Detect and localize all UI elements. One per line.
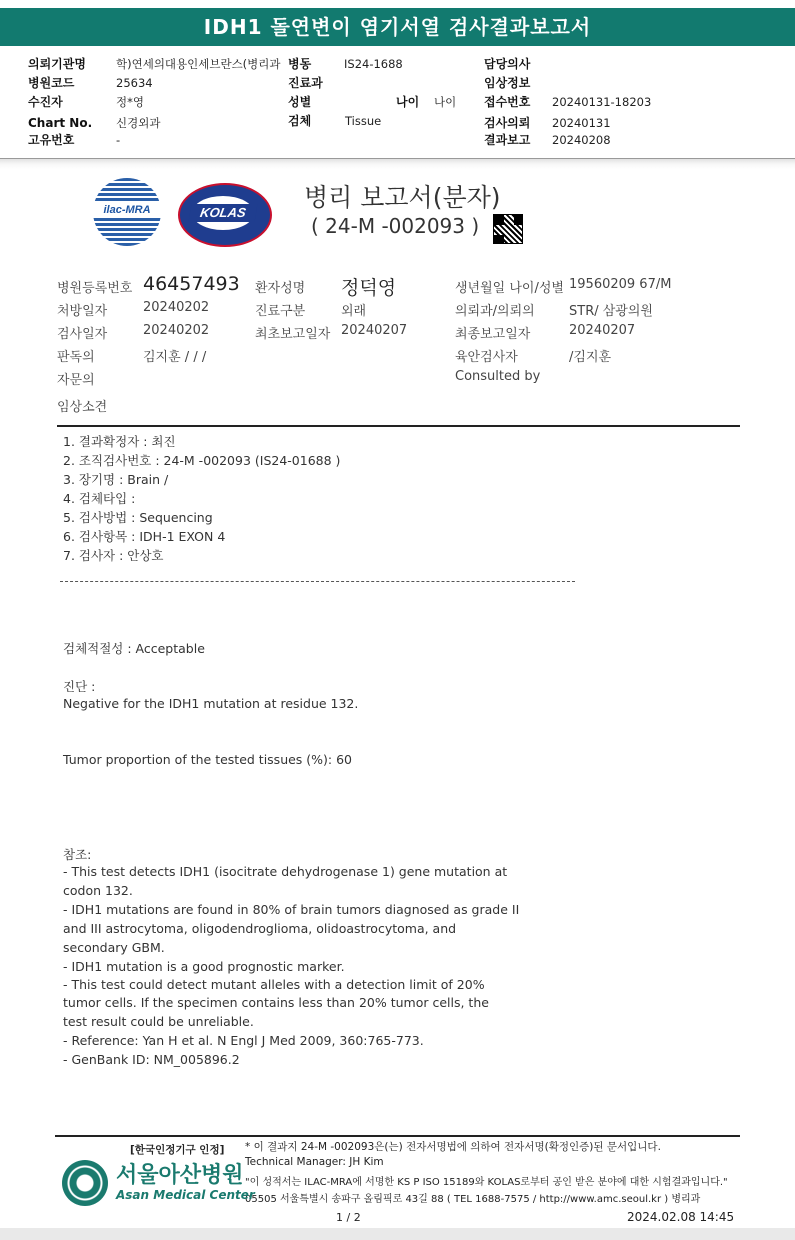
screener-label: 육안검사자: [455, 350, 518, 365]
rx-date-label: 처방일자: [57, 304, 108, 319]
section-divider: [57, 425, 740, 427]
reference-line: - This test could detect mutant alleles with a detection limit of 20%: [63, 977, 485, 992]
chart-no-label: Chart No.: [28, 116, 93, 130]
page-bottom-bar: [0, 1228, 795, 1240]
header-shadow: [0, 159, 795, 169]
dashed-divider: [60, 581, 575, 582]
diagnosis-label: 진단 :: [63, 679, 96, 694]
specimen-adequacy: 검체적절성 : Acceptable: [63, 641, 205, 656]
first-report-label: 최초보고일자: [255, 327, 331, 342]
age-label: 나이: [396, 95, 420, 109]
hospital-name-en: Asan Medical Center: [116, 1188, 255, 1202]
exam-date-label: 검사일자: [57, 327, 108, 342]
footer-accreditation-note: "이 성적서는 ILAC-MRA에 서명한 KS P ISO 15189와 KOLAS로부터 공인 받은 분야에 대한 시험결과입니다.": [245, 1177, 728, 1188]
doctor-label: 담당의사: [484, 57, 531, 71]
footer-esign-note: * 이 결과지 24-M -002093은(는) 전자서명법에 의하여 전자서명(확정인증)된 문서입니다.: [245, 1141, 661, 1153]
hospital-code-value: 25634: [116, 76, 153, 90]
reference-line: secondary GBM.: [63, 940, 165, 955]
ref-dept-label: 의뢰과/의뢰의: [455, 304, 535, 319]
age-value: 나이: [434, 95, 457, 109]
ward-label: 병동: [288, 57, 312, 71]
qr-code-icon: [493, 214, 523, 244]
reference-line: - IDH1 mutation is a good prognostic marker.: [63, 959, 345, 974]
list-item: 3. 장기명 : Brain /: [63, 472, 169, 487]
request-date-label: 검사의뢰: [484, 116, 531, 130]
cert-label: [한국인정기구 인정]: [130, 1144, 225, 1156]
list-item: 7. 검사자 : 안상호: [63, 548, 164, 563]
list-item: 1. 결과확정자 : 최진: [63, 434, 176, 449]
institution-label: 의뢰기관명: [28, 57, 86, 71]
final-report-label: 최종보고일자: [455, 327, 531, 342]
patient-name-label: 환자성명: [255, 281, 306, 296]
sex-label: 성별: [288, 95, 312, 109]
ref-dept-value: STR/ 삼광의원: [569, 304, 653, 319]
amc-emblem-icon: [62, 1160, 108, 1206]
page-indicator: 1 / 2: [336, 1211, 361, 1224]
birth-label: 생년월일 나이/성별: [455, 281, 564, 296]
footer-divider: [55, 1135, 740, 1137]
final-report-value: 20240207: [569, 323, 636, 338]
unique-no-label: 고유번호: [28, 133, 75, 147]
institution-value: 학)연세의대용인세브란스(병리과: [116, 57, 281, 71]
tumor-proportion: Tumor proportion of the tested tissues (%): 60: [63, 752, 353, 767]
consultant-label: 자문의: [57, 373, 95, 388]
reference-line: test result could be unreliable.: [63, 1014, 254, 1029]
reference-line: and III astrocytoma, oligodendroglioma, olidoastrocytoma, and: [63, 921, 457, 936]
care-type-value: 외래: [341, 304, 367, 319]
reg-no-value: 46457493: [143, 273, 240, 295]
list-item: 2. 조직검사번호 : 24-M -002093 (IS24-01688 ): [63, 453, 341, 468]
receipt-no-value: 20240131-18203: [552, 95, 652, 109]
pathologist-label: 판독의: [57, 350, 95, 365]
list-item: 4. 검체타입 :: [63, 491, 136, 506]
list-item: 6. 검사항목 : IDH-1 EXON 4: [63, 529, 226, 544]
report-title: IDH1 돌연변이 염기서열 검사결과보고서: [203, 15, 592, 39]
kolas-logo-text: KOLAS: [188, 204, 257, 222]
reference-line: tumor cells. If the specimen contains less than 20% tumor cells, the: [63, 995, 489, 1010]
request-date-value: 20240131: [552, 116, 611, 130]
reference-line: - This test detects IDH1 (isocitrate dehydrogenase 1) gene mutation at: [63, 864, 508, 879]
hospital-name-ko: 서울아산병원: [116, 1163, 244, 1188]
receipt-no-label: 접수번호: [484, 95, 531, 109]
reference-label: 참조:: [63, 847, 92, 862]
result-report-label: 결과보고: [484, 133, 531, 147]
chart-no-value: 신경외과: [116, 116, 161, 130]
ilac-mra-logo-text: ilac-MRA: [93, 202, 161, 218]
reference-line: - GenBank ID: NM_005896.2: [63, 1052, 240, 1067]
specimen-value: Tissue: [345, 114, 382, 128]
diagnosis-text: Negative for the IDH1 mutation at residue 132.: [63, 696, 359, 711]
examinee-value: 정*영: [116, 95, 144, 109]
footer-technical-manager: Technical Manager: JH Kim: [245, 1156, 384, 1168]
examinee-label: 수진자: [28, 95, 63, 109]
reference-line: codon 132.: [63, 883, 133, 898]
footer-address: 05505 서울특별시 송파구 올림픽로 43길 88 ( TEL 1688-7575 / http://www.amc.seoul.kr ) 병리과: [245, 1194, 701, 1205]
dept-label: 진료과: [288, 76, 323, 90]
hospital-code-label: 병원코드: [28, 76, 75, 90]
reference-line: - Reference: Yan H et al. N Engl J Med 2009, 360:765-773.: [63, 1033, 424, 1048]
birth-value: 19560209 67/M: [569, 277, 672, 292]
reg-no-label: 병원등록번호: [57, 281, 133, 296]
pathology-report-number: ( 24-M -002093 ): [311, 214, 480, 238]
result-report-value: 20240208: [552, 133, 611, 147]
unique-no-value: -: [116, 133, 121, 147]
clinical-info-label: 임상정보: [484, 76, 531, 90]
print-timestamp: 2024.02.08 14:45: [627, 1210, 735, 1224]
exam-date-value: 20240202: [143, 323, 210, 338]
pathology-report-title: 병리 보고서(분자): [304, 183, 501, 212]
list-item: 5. 검사방법 : Sequencing: [63, 510, 213, 525]
screener-value: /김지훈: [569, 350, 612, 365]
ward-value: IS24-1688: [344, 57, 403, 71]
patient-name-value: 정덕영: [341, 277, 397, 299]
rx-date-value: 20240202: [143, 300, 210, 315]
clinical-opinion-label: 임상소견: [57, 400, 108, 415]
first-report-value: 20240207: [341, 323, 408, 338]
pathologist-value: 김지훈 / / /: [143, 350, 207, 365]
specimen-label: 검체: [288, 114, 312, 128]
care-type-label: 진료구분: [255, 304, 306, 319]
report-title-bar: [0, 8, 795, 46]
consulted-by-label: Consulted by: [455, 369, 541, 384]
reference-line: - IDH1 mutations are found in 80% of brain tumors diagnosed as grade II: [63, 902, 520, 917]
